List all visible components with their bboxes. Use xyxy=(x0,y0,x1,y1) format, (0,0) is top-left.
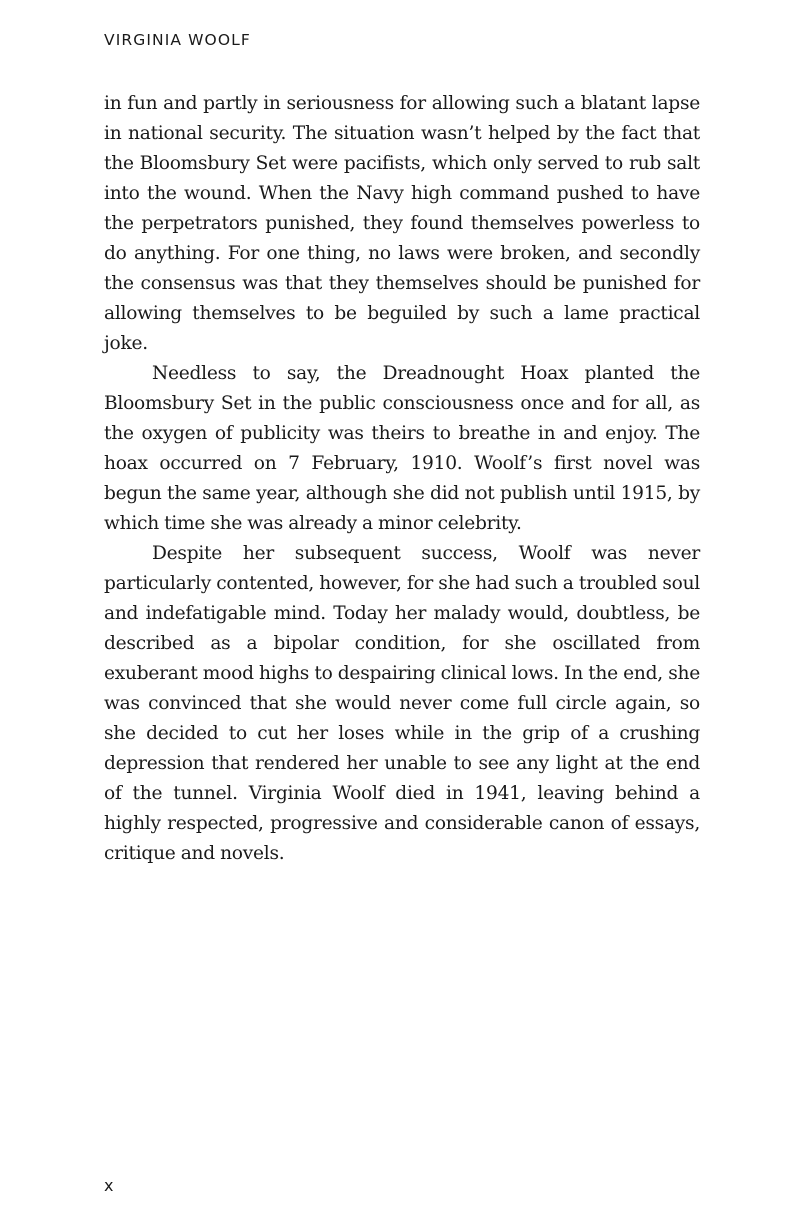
running-head: VIRGINIA WOOLF xyxy=(104,31,251,49)
body-text xyxy=(104,89,700,869)
paragraph: Despite her subsequent success, Woolf was never particularly contented, however, for she had such a troubled soul and indefatigable mind. Today her malady would, doubtless, be described as a bipolar condition, for she oscillated from exuberant mood highs to despairing clinical lows. In the end, she was convinced that she would never come full circle again, so she decided to cut her loses while in the grip of a crushing depression that rendered her unable to see any light at the end of the tunnel. Virginia Woolf died in 1941, leaving behind a highly respected, progressive and considerable canon of essays, critique and novels. xyxy=(104,543,700,864)
paragraph: in fun and partly in seriousness for allowing such a blatant lapse in national security. The situation wasn’t helped by the fact that the Bloomsbury Set were pacifists, which only served to rub salt into the wound. When the Navy high command pushed to have the perpetrators punished, they found themselves powerless to do anything. For one thing, no laws were broken, and secondly the consensus was that they themselves should be punished for allowing themselves to be beguiled by such a lame practical joke. xyxy=(104,93,700,354)
page-number: x xyxy=(104,1176,114,1195)
paragraph: Needless to say, the Dreadnought Hoax planted the Bloomsbury Set in the public consciousness once and for all, as the oxygen of publicity was theirs to breathe in and enjoy. The hoax occurred on 7 February, 1910. Woolf’s first novel was begun the same year, although she did not publish until 1915, by which time she was already a minor celebrity. xyxy=(104,363,700,534)
